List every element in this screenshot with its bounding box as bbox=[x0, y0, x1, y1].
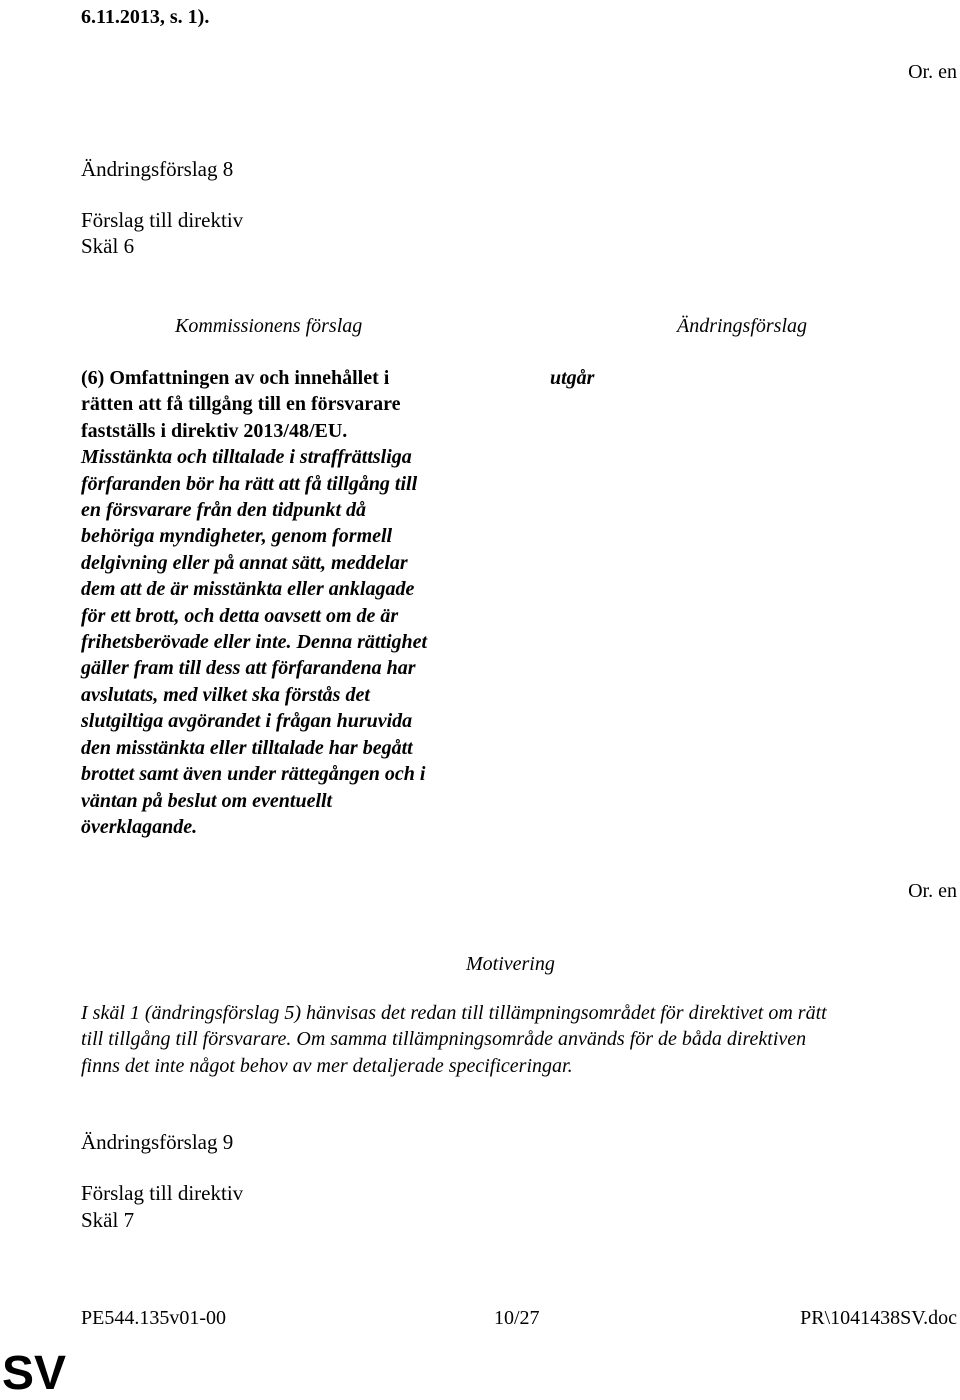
amendment-title: Ändringsförslag 8 bbox=[81, 157, 234, 181]
text-line: dem att de är misstänkta eller anklagade bbox=[81, 578, 415, 601]
language-badge: SV bbox=[2, 1347, 67, 1400]
proposal-label: Förslag till direktiv bbox=[81, 208, 244, 232]
text-line: fastställs i direktiv 2013/48/EU. bbox=[81, 419, 348, 442]
text-line: rätten att få tillgång till en försvarare bbox=[81, 393, 401, 416]
text-line: Misstänkta och tilltalade i straffrättsliga bbox=[81, 446, 412, 469]
column-heading-commission: Kommissionens förslag bbox=[175, 315, 363, 337]
text-line: slutgiltiga avgörandet i frågan huruvida bbox=[81, 710, 413, 733]
amendment-text: utgår bbox=[550, 367, 595, 389]
text-line: överklagande. bbox=[81, 815, 198, 838]
text-line: frihetsberövade eller inte. Denna rättighet bbox=[81, 631, 428, 654]
text-line: väntan på beslut om eventuellt bbox=[81, 789, 333, 812]
text-line: en försvarare från den tidpunkt då bbox=[81, 499, 367, 522]
text-line: delgivning eller på annat sätt, meddelar bbox=[81, 551, 408, 574]
text-line: förfaranden bör ha rätt att få tillgång till bbox=[81, 472, 418, 495]
recital-label: Skäl 6 bbox=[81, 234, 135, 258]
previous-reference: 6.11.2013, s. 1). bbox=[81, 6, 210, 28]
text-line: gäller fram till dess att förfarandena har bbox=[81, 657, 416, 680]
original-language-label-2: Or. en bbox=[908, 880, 957, 902]
text-line: I skäl 1 (ändringsförslag 5) hänvisas det redan till tillämpningsområdet för direktivet om rätt bbox=[81, 1002, 827, 1024]
text-line: behöriga myndigheter, genom formell bbox=[81, 525, 393, 548]
text-line: brottet samt även under rättegången och i bbox=[81, 763, 426, 786]
amendment-title-9: Ändringsförslag 9 bbox=[81, 1130, 234, 1154]
motivation-text bbox=[81, 1000, 827, 1079]
commission-proposal-text bbox=[81, 365, 427, 840]
text-line: för ett brott, och detta oavsett om de är bbox=[81, 604, 399, 627]
text-line: finns det inte något behov av mer detaljerade specificeringar. bbox=[81, 1054, 573, 1077]
proposal-label-9: Förslag till direktiv bbox=[81, 1181, 244, 1205]
footer-file-name: PR\1041438SV.doc bbox=[800, 1307, 957, 1329]
footer-doc-ref: PE544.135v01-00 bbox=[81, 1307, 226, 1329]
text-line: (6) Omfattningen av och innehållet i bbox=[81, 367, 390, 389]
text-line: den misstänkta eller tilltalade har begått bbox=[81, 736, 413, 759]
text-line: avslutats, med vilket ska förstås det bbox=[81, 683, 370, 706]
footer-page-number: 10/27 bbox=[494, 1307, 540, 1329]
original-language-label: Or. en bbox=[908, 61, 957, 83]
column-heading-amendment: Ändringsförslag bbox=[677, 315, 808, 337]
recital-label-9: Skäl 7 bbox=[81, 1208, 135, 1232]
motivation-heading: Motivering bbox=[466, 953, 555, 975]
text-line: till tillgång till försvarare. Om samma tillämpningsområde används för de båda direktiven bbox=[81, 1028, 807, 1051]
